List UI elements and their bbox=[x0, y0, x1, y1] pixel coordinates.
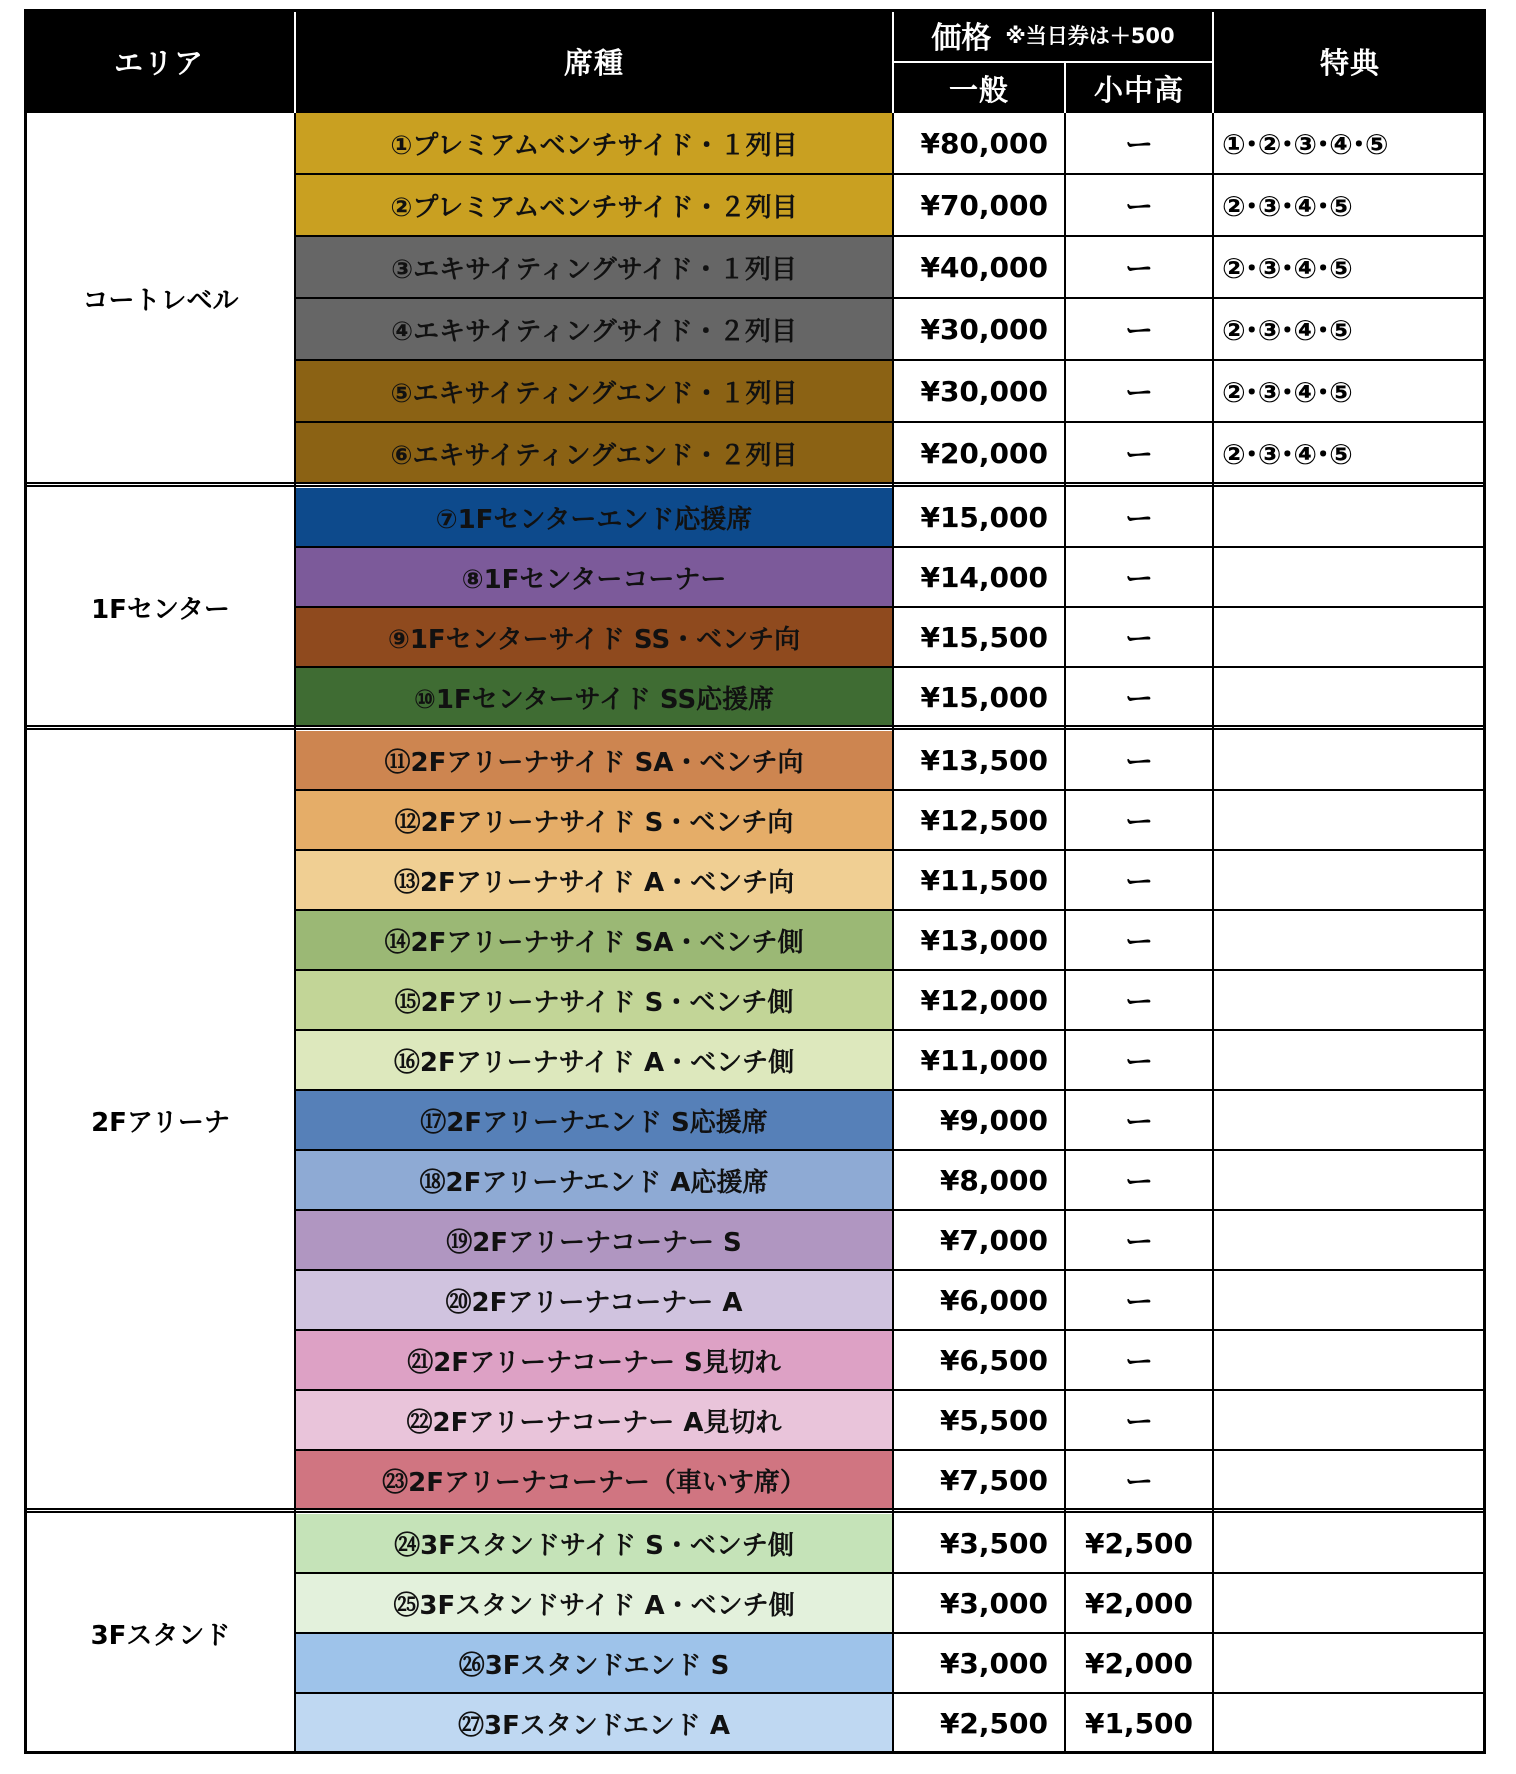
seat-type-cell: ⑲2Fアリーナコーナー S bbox=[296, 1211, 892, 1269]
youth-price-cell: ¥2,500 bbox=[1066, 1514, 1212, 1572]
perks-cell bbox=[1214, 851, 1486, 909]
header-area: エリア bbox=[24, 9, 294, 113]
youth-price-cell: ー bbox=[1066, 113, 1212, 173]
perks-cell bbox=[1214, 1574, 1486, 1632]
perks-cell bbox=[1214, 1271, 1486, 1329]
perks-cell: ②･③･④･⑤ bbox=[1214, 175, 1486, 235]
seat-type-cell: ㉕3Fスタンドサイド A・ベンチ側 bbox=[296, 1574, 892, 1632]
seat-type-cell: ⑮2Fアリーナサイド S・ベンチ側 bbox=[296, 971, 892, 1029]
general-price-cell: ¥8,000 bbox=[894, 1151, 1064, 1209]
area-name-cell: 2Fアリーナ bbox=[27, 731, 294, 1509]
youth-price-cell: ー bbox=[1066, 299, 1212, 359]
seat-type-cell: ㉑2Fアリーナコーナー S見切れ bbox=[296, 1331, 892, 1389]
youth-price-cell: ー bbox=[1066, 911, 1212, 969]
seat-type-cell: ⑰2Fアリーナエンド S応援席 bbox=[296, 1091, 892, 1149]
perks-cell bbox=[1214, 1391, 1486, 1449]
general-price-cell: ¥6,000 bbox=[894, 1271, 1064, 1329]
seat-type-cell: ⑯2Fアリーナサイド A・ベンチ側 bbox=[296, 1031, 892, 1089]
perks-cell bbox=[1214, 488, 1486, 546]
section-divider bbox=[24, 1511, 1486, 1513]
area-name-cell: コートレベル bbox=[27, 113, 294, 483]
perks-cell bbox=[1214, 971, 1486, 1029]
seat-type-cell: ⑥エキサイティングエンド・２列目 bbox=[296, 423, 892, 483]
general-price-cell: ¥3,000 bbox=[894, 1634, 1064, 1692]
general-price-cell: ¥20,000 bbox=[894, 423, 1064, 483]
general-price-cell: ¥80,000 bbox=[894, 113, 1064, 173]
header-divider bbox=[1064, 63, 1066, 113]
header-youth: 小中高 bbox=[1066, 63, 1212, 113]
col-divider-general bbox=[1064, 113, 1066, 1754]
seat-type-cell: ㉓2Fアリーナコーナー（車いす席） bbox=[296, 1451, 892, 1509]
general-price-cell: ¥3,500 bbox=[894, 1514, 1064, 1572]
seat-type-cell: ⑭2Fアリーナサイド SA・ベンチ側 bbox=[296, 911, 892, 969]
general-price-cell: ¥40,000 bbox=[894, 237, 1064, 297]
header-price bbox=[894, 9, 1212, 61]
seat-type-cell: ⑩1Fセンターサイド SS応援席 bbox=[296, 668, 892, 726]
header-seat: 席種 bbox=[296, 9, 892, 113]
youth-price-cell: ¥2,000 bbox=[1066, 1574, 1212, 1632]
seat-type-cell: ⑨1Fセンターサイド SS・ベンチ向 bbox=[296, 608, 892, 666]
general-price-cell: ¥5,500 bbox=[894, 1391, 1064, 1449]
section-divider bbox=[24, 485, 1486, 487]
general-price-cell: ¥13,000 bbox=[894, 911, 1064, 969]
header-price-note: ※当日券は＋500 bbox=[1005, 24, 1175, 48]
seat-type-cell: ⑤エキサイティングエンド・１列目 bbox=[296, 361, 892, 421]
section-divider bbox=[24, 728, 1486, 730]
general-price-cell: ¥15,000 bbox=[894, 668, 1064, 726]
youth-price-cell: ー bbox=[1066, 237, 1212, 297]
general-price-cell: ¥11,000 bbox=[894, 1031, 1064, 1089]
youth-price-cell: ー bbox=[1066, 1211, 1212, 1269]
section-divider bbox=[24, 482, 1486, 484]
header-general: 一般 bbox=[894, 63, 1064, 113]
general-price-cell: ¥12,000 bbox=[894, 971, 1064, 1029]
general-price-cell: ¥15,500 bbox=[894, 608, 1064, 666]
youth-price-cell: ー bbox=[1066, 608, 1212, 666]
perks-cell bbox=[1214, 1091, 1486, 1149]
area-name-cell: 3Fスタンド bbox=[27, 1514, 294, 1752]
youth-price-cell: ー bbox=[1066, 1331, 1212, 1389]
perks-cell bbox=[1214, 791, 1486, 849]
youth-price-cell: ー bbox=[1066, 175, 1212, 235]
youth-price-cell: ー bbox=[1066, 731, 1212, 789]
seat-type-cell: ⑳2Fアリーナコーナー A bbox=[296, 1271, 892, 1329]
youth-price-cell: ー bbox=[1066, 1271, 1212, 1329]
perks-cell bbox=[1214, 1151, 1486, 1209]
general-price-cell: ¥15,000 bbox=[894, 488, 1064, 546]
general-price-cell: ¥9,000 bbox=[894, 1091, 1064, 1149]
perks-cell: ②･③･④･⑤ bbox=[1214, 237, 1486, 297]
perks-cell bbox=[1214, 548, 1486, 606]
seat-type-cell: ㉒2Fアリーナコーナー A見切れ bbox=[296, 1391, 892, 1449]
header-perks: 特典 bbox=[1214, 9, 1486, 113]
seat-type-cell: ㉗3Fスタンドエンド A bbox=[296, 1694, 892, 1752]
seat-type-cell: ①プレミアムベンチサイド・１列目 bbox=[296, 113, 892, 173]
general-price-cell: ¥12,500 bbox=[894, 791, 1064, 849]
perks-cell bbox=[1214, 731, 1486, 789]
header-price-label: 価格 bbox=[931, 21, 992, 56]
youth-price-cell: ー bbox=[1066, 1391, 1212, 1449]
seat-type-cell: ④エキサイティングサイド・２列目 bbox=[296, 299, 892, 359]
seat-type-cell: ⑬2Fアリーナサイド A・ベンチ向 bbox=[296, 851, 892, 909]
perks-cell: ①･②･③･④･⑤ bbox=[1214, 113, 1486, 173]
youth-price-cell: ー bbox=[1066, 1091, 1212, 1149]
seat-type-cell: ㉔3Fスタンドサイド S・ベンチ側 bbox=[296, 1514, 892, 1572]
general-price-cell: ¥14,000 bbox=[894, 548, 1064, 606]
general-price-cell: ¥30,000 bbox=[894, 299, 1064, 359]
perks-cell: ②･③･④･⑤ bbox=[1214, 423, 1486, 483]
seat-type-cell: ⑪2Fアリーナサイド SA・ベンチ向 bbox=[296, 731, 892, 789]
perks-cell bbox=[1214, 1634, 1486, 1692]
area-name-cell: 1Fセンター bbox=[27, 488, 294, 726]
perks-cell: ②･③･④･⑤ bbox=[1214, 299, 1486, 359]
perks-cell bbox=[1214, 1451, 1486, 1509]
youth-price-cell: ー bbox=[1066, 1151, 1212, 1209]
col-divider-youth bbox=[1212, 113, 1214, 1754]
perks-cell: ②･③･④･⑤ bbox=[1214, 361, 1486, 421]
perks-cell bbox=[1214, 911, 1486, 969]
youth-price-cell: ー bbox=[1066, 423, 1212, 483]
perks-cell bbox=[1214, 1514, 1486, 1572]
general-price-cell: ¥7,500 bbox=[894, 1451, 1064, 1509]
seat-type-cell: ③エキサイティングサイド・１列目 bbox=[296, 237, 892, 297]
youth-price-cell: ー bbox=[1066, 488, 1212, 546]
youth-price-cell: ー bbox=[1066, 971, 1212, 1029]
section-divider bbox=[24, 725, 1486, 727]
col-divider-area bbox=[294, 113, 296, 1754]
seat-type-cell: ⑫2Fアリーナサイド S・ベンチ向 bbox=[296, 791, 892, 849]
youth-price-cell: ー bbox=[1066, 851, 1212, 909]
youth-price-cell: ー bbox=[1066, 548, 1212, 606]
youth-price-cell: ¥2,000 bbox=[1066, 1634, 1212, 1692]
general-price-cell: ¥6,500 bbox=[894, 1331, 1064, 1389]
general-price-cell: ¥13,500 bbox=[894, 731, 1064, 789]
general-price-cell: ¥7,000 bbox=[894, 1211, 1064, 1269]
perks-cell bbox=[1214, 1031, 1486, 1089]
general-price-cell: ¥30,000 bbox=[894, 361, 1064, 421]
perks-cell bbox=[1214, 668, 1486, 726]
section-divider bbox=[24, 1508, 1486, 1510]
youth-price-cell: ー bbox=[1066, 1031, 1212, 1089]
seat-type-cell: ②プレミアムベンチサイド・２列目 bbox=[296, 175, 892, 235]
seat-type-cell: ㉖3Fスタンドエンド S bbox=[296, 1634, 892, 1692]
general-price-cell: ¥11,500 bbox=[894, 851, 1064, 909]
youth-price-cell: ¥1,500 bbox=[1066, 1694, 1212, 1752]
perks-cell bbox=[1214, 608, 1486, 666]
youth-price-cell: ー bbox=[1066, 361, 1212, 421]
perks-cell bbox=[1214, 1331, 1486, 1389]
perks-cell bbox=[1214, 1211, 1486, 1269]
general-price-cell: ¥70,000 bbox=[894, 175, 1064, 235]
youth-price-cell: ー bbox=[1066, 668, 1212, 726]
header-divider bbox=[894, 61, 1212, 63]
youth-price-cell: ー bbox=[1066, 791, 1212, 849]
perks-cell bbox=[1214, 1694, 1486, 1752]
col-divider-seat bbox=[892, 113, 894, 1754]
general-price-cell: ¥2,500 bbox=[894, 1694, 1064, 1752]
youth-price-cell: ー bbox=[1066, 1451, 1212, 1509]
seat-type-cell: ⑧1Fセンターコーナー bbox=[296, 548, 892, 606]
seat-type-cell: ⑱2Fアリーナエンド A応援席 bbox=[296, 1151, 892, 1209]
general-price-cell: ¥3,000 bbox=[894, 1574, 1064, 1632]
seat-type-cell: ⑦1Fセンターエンド応援席 bbox=[296, 488, 892, 546]
